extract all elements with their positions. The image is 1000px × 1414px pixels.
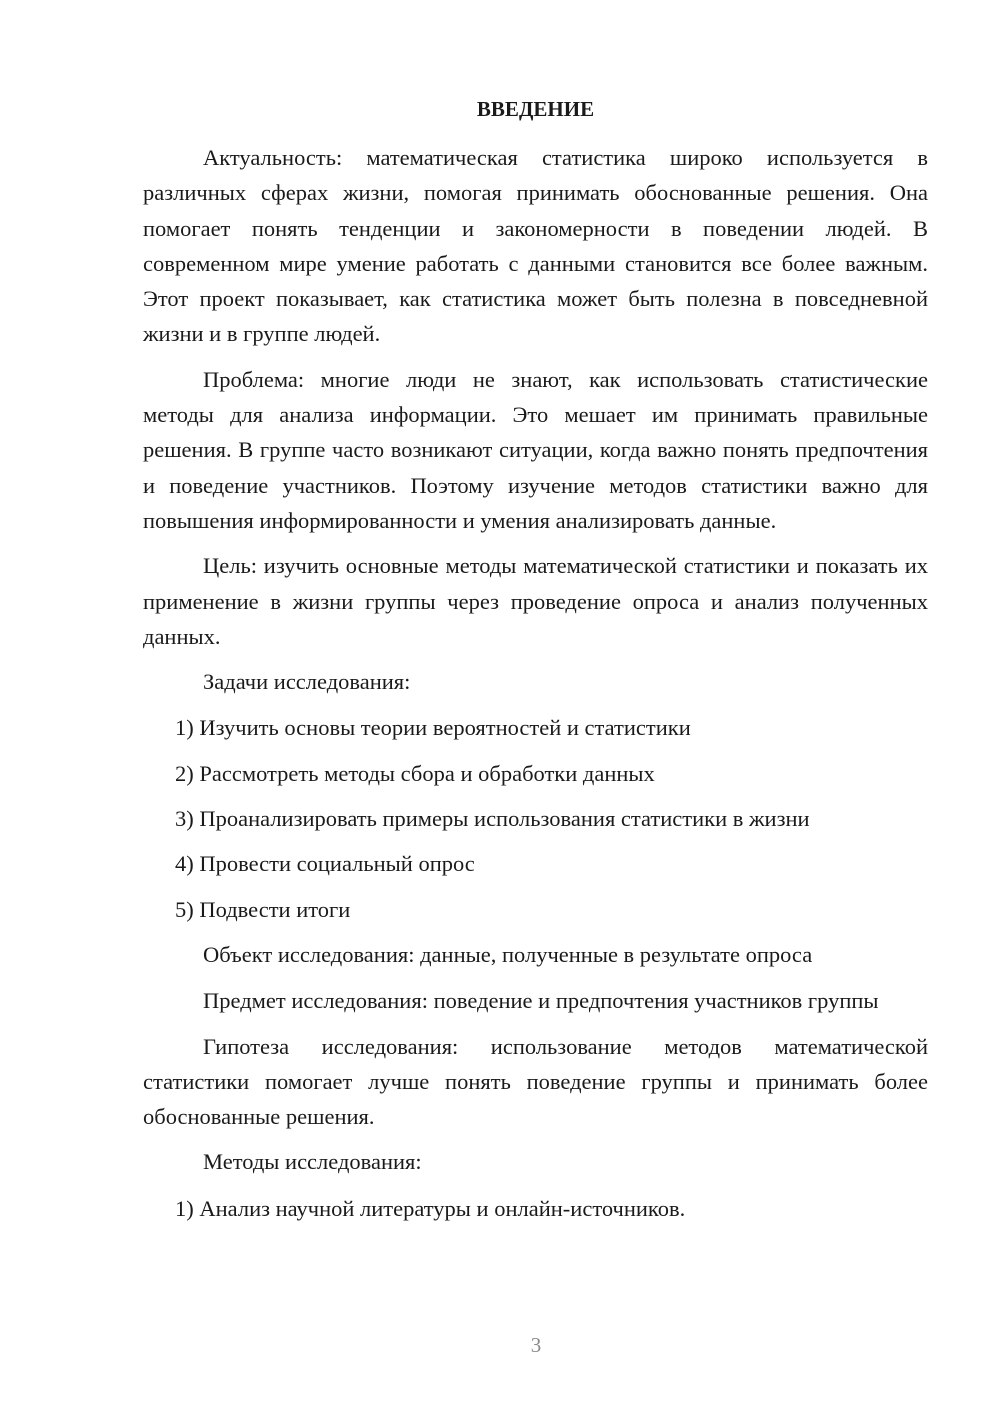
methods-heading: Методы исследования: <box>203 1149 422 1175</box>
task-item: 3) Проанализировать примеры использования статистики в жизни <box>175 806 810 832</box>
tasks-list <box>143 710 928 926</box>
task-item: 2) Рассмотреть методы сбора и обработки данных <box>175 760 655 786</box>
goal-paragraph: Цель: изучить основные методы математической статистики и показать их применение в жизни группы через проведение опроса и анализ полученных данных. <box>143 553 928 649</box>
page-number: 3 <box>530 1333 542 1357</box>
subject-paragraph: Предмет исследования: поведение и предпочтения участников группы <box>203 988 879 1014</box>
document-page <box>143 92 928 1236</box>
method-item: 1) Анализ научной литературы и онлайн-источников. <box>175 1195 686 1221</box>
object-paragraph: Объект исследования: данные, полученные в результате опроса <box>203 941 813 967</box>
methods-list <box>143 1191 928 1226</box>
task-item: 5) Подвести итоги <box>175 896 351 922</box>
hypothesis-paragraph: Гипотеза исследования: использование методов математической статистики помогает лучше понять поведение группы и принимать более обоснованные решения. <box>143 1033 928 1130</box>
task-item: 4) Провести социальный опрос <box>175 851 475 877</box>
relevance-paragraph: Актуальность: математическая статистика широко используется в различных сферах жизни, помогая принимать обоснованные решения. Она помогает понять тенденции и закономерности в поведении людей. В современном мире умение работать с данными становится все более важным. Этот проект показывает, как статистика может быть полезна в повседневной жизни и в группе людей. <box>143 145 928 347</box>
problem-paragraph: Проблема: многие люди не знают, как использовать статистические методы для анализа информации. Это мешает им принимать правильные решения. В группе часто возникают ситуации, когда важно понять предпочтения и поведение участников. Поэтому изучение методов статистики важно для повышения информированности и умения анализировать данные. <box>143 366 928 533</box>
section-title: ВВЕДЕНИЕ <box>476 97 595 121</box>
task-item: 1) Изучить основы теории вероятностей и статистики <box>175 715 691 741</box>
tasks-heading: Задачи исследования: <box>203 669 411 695</box>
